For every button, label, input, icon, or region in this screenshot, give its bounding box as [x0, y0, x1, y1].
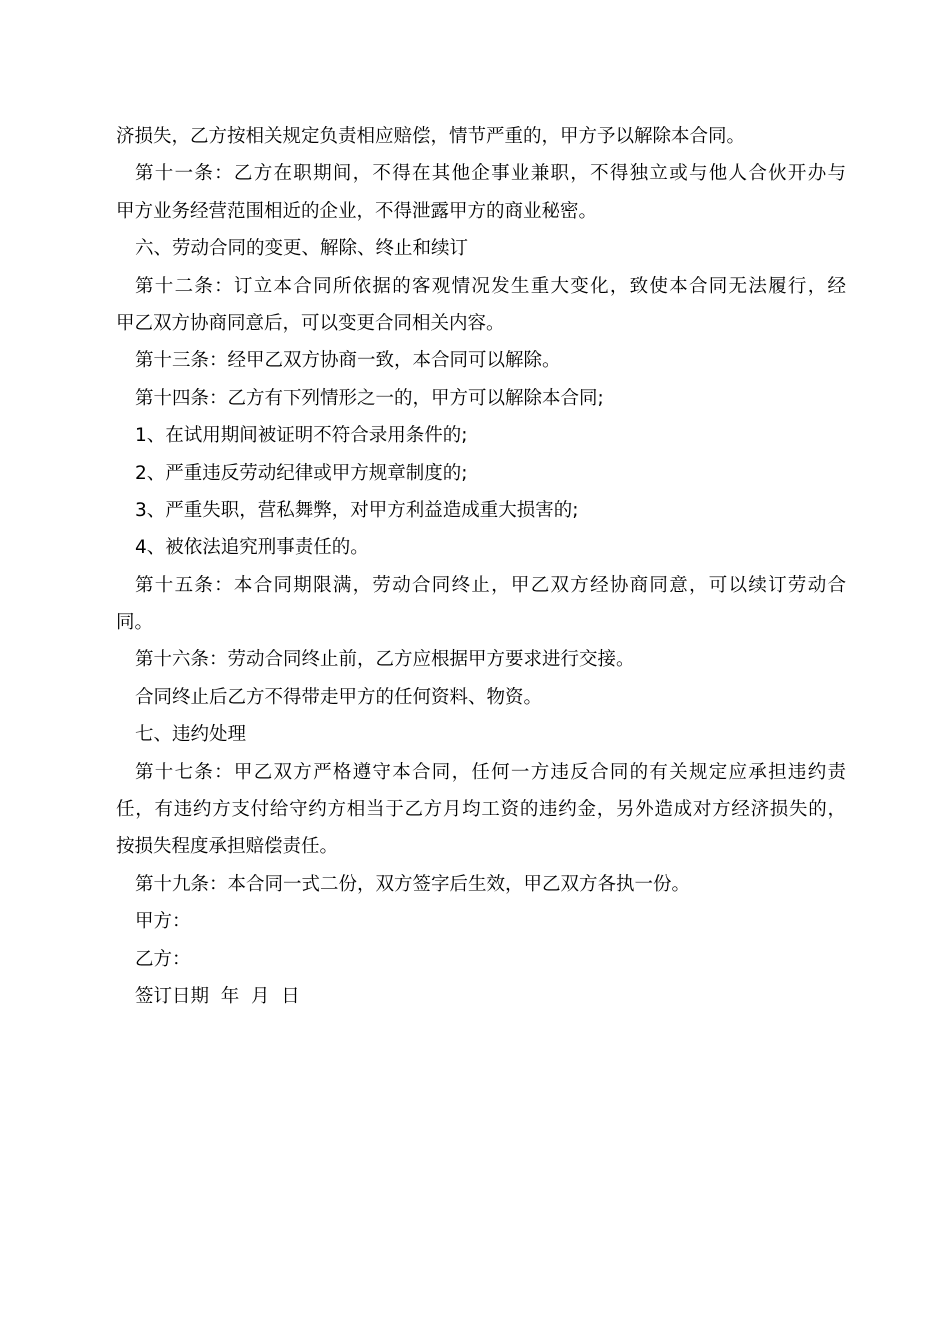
- article-11-line-2: 甲方业务经营范围相近的企业，不得泄露甲方的商业秘密。: [116, 200, 598, 222]
- party-a-signature: 甲方：: [135, 911, 191, 933]
- signing-date: 签订日期 年 月 日: [135, 985, 300, 1007]
- article-15-line-1: 第十五条：本合同期限满，劳动合同终止，甲乙双方经协商同意，可以续订劳动合: [135, 574, 846, 596]
- article-17-line-1: 第十七条：甲乙双方严格遵守本合同，任何一方违反合同的有关规定应承担违约责: [135, 761, 846, 783]
- article-19: 第十九条：本合同一式二份，双方签字后生效，甲乙双方各执一份。: [135, 873, 691, 895]
- section-7-heading: 七、违约处理: [135, 724, 247, 746]
- article-15-line-2: 同。: [116, 612, 154, 634]
- party-b-signature: 乙方：: [135, 948, 191, 970]
- article-14: 第十四条：乙方有下列情形之一的，甲方可以解除本合同;: [135, 387, 604, 409]
- section-6-heading: 六、劳动合同的变更、解除、终止和续订: [135, 238, 469, 260]
- article-17-line-2: 任，有违约方支付给守约方相当于乙方月均工资的违约金，另外造成对方经济损失的，: [116, 799, 846, 821]
- article-16-line-1: 第十六条：劳动合同终止前，乙方应根据甲方要求进行交接。: [135, 649, 635, 671]
- list-item-2: 2、严重违反劳动纪律或甲方规章制度的;: [135, 462, 468, 484]
- article-16-line-2: 合同终止后乙方不得带走甲方的任何资料、物资。: [135, 686, 543, 708]
- list-item-1: 1、在试用期间被证明不符合录用条件的;: [135, 425, 468, 447]
- article-12-line-1: 第十二条：订立本合同所依据的客观情况发生重大变化，致使本合同无法履行，经: [135, 275, 846, 297]
- article-17-line-3: 按损失程度承担赔偿责任。: [116, 836, 339, 858]
- list-item-4: 4、被依法追究刑事责任的。: [135, 537, 369, 559]
- article-12-line-2: 甲乙双方协商同意后，可以变更合同相关内容。: [116, 312, 505, 334]
- document-body: [116, 118, 846, 1015]
- article-11-line-1: 第十一条：乙方在职期间，不得在其他企事业兼职，不得独立或与他人合伙开办与: [135, 163, 846, 185]
- text-line-1: 济损失，乙方按相关规定负责相应赔偿，情节严重的，甲方予以解除本合同。: [116, 126, 746, 147]
- article-13: 第十三条：经甲乙双方协商一致，本合同可以解除。: [135, 350, 561, 372]
- list-item-3: 3、严重失职，营私舞弊，对甲方利益造成重大损害的;: [135, 499, 579, 521]
